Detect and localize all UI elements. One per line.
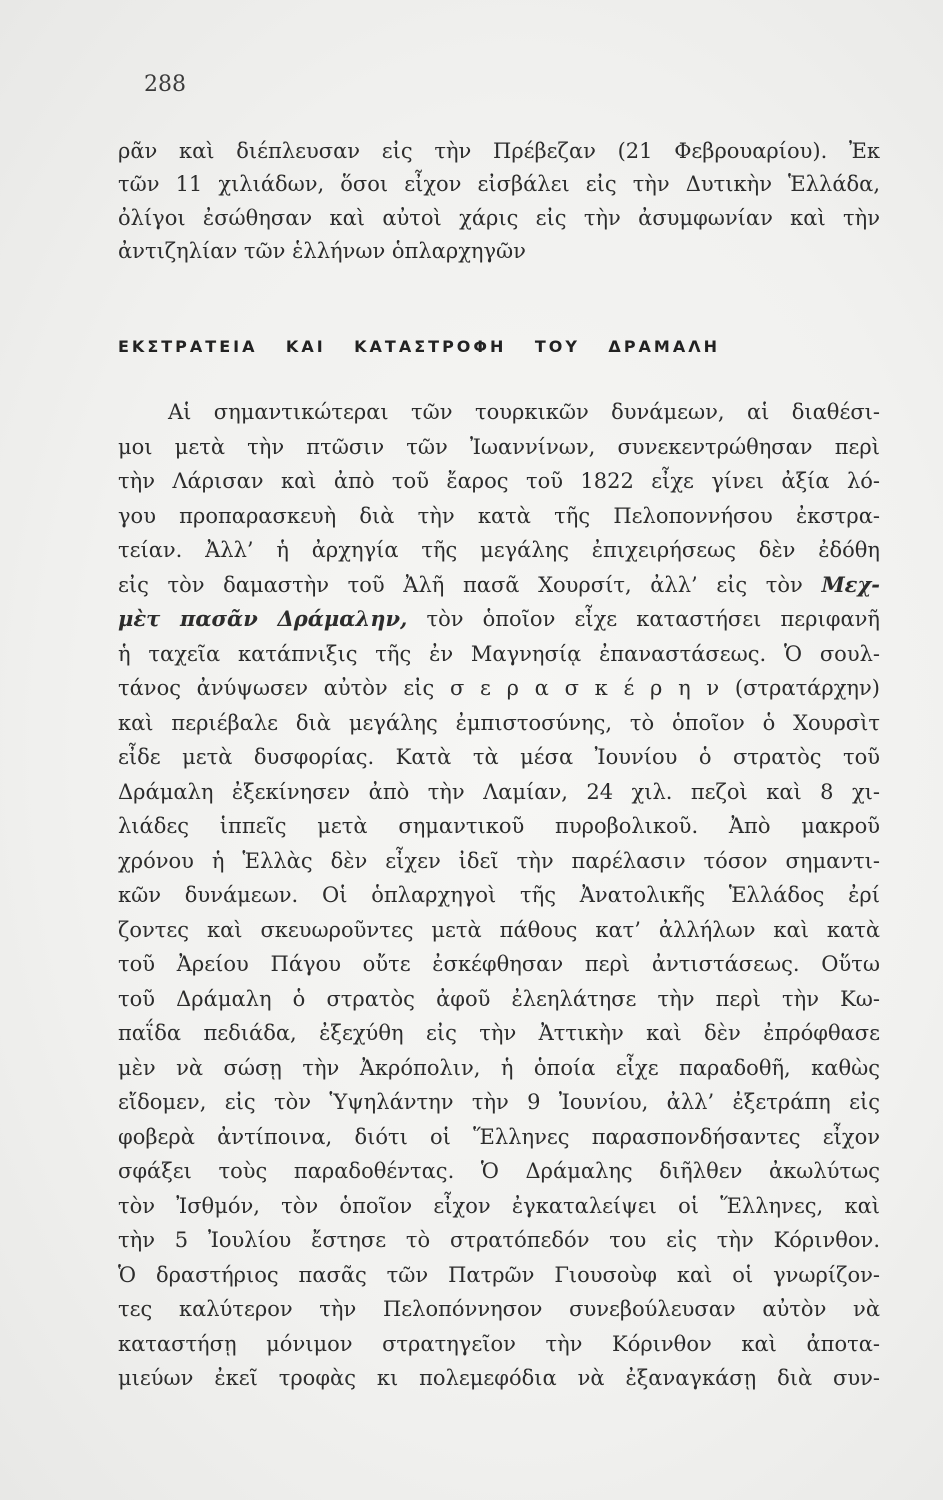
text-line: ἀντιζηλίαν τῶν ἑλλήνων ὁπλαρχηγῶν: [118, 239, 526, 264]
text-segment: τάνος ἀνύψωσεν αὐτὸν εἰς: [118, 676, 435, 700]
emphasized-name: Μεχ-: [821, 571, 880, 597]
text-line: καὶ περιέβαλε διὰ μεγάλης ἐμπιστοσύνης, τὸ ὁποῖον ὁ Χουρσὶτ: [118, 710, 880, 735]
text-line: ὀλίγοι ἐσώθησαν καὶ αὐτοὶ χάρις εἰς τὴν ἀσυμφωνίαν καὶ τὴν: [118, 205, 880, 230]
text-line: ζοντες καὶ σκευωροῦντες μετὰ πάθους κατ’ ἀλλήλων καὶ κατὰ: [118, 917, 880, 942]
text-line: τὴν 5 Ἰουλίου ἔστησε τὸ στρατόπεδόν του εἰς τὴν Κόρινθον.: [118, 1228, 880, 1252]
body-paragraph: [118, 395, 880, 1396]
text-line: κῶν δυνάμεων. Οἱ ὁπλαρχηγοὶ τῆς Ἀνατολικῆς Ἑλλάδος ἐρί: [118, 883, 880, 907]
text-line: χρόνου ἡ Ἑλλὰς δὲν εἶχεν ἰδεῖ τὴν παρέλασιν τόσον σημαντι-: [118, 848, 880, 873]
text-line: ρᾶν καὶ διέπλευσαν εἰς τὴν Πρέβεζαν (21 Φεβρουαρίου). Ἐκ: [118, 139, 880, 163]
text-segment: (στρατάρχην): [734, 676, 880, 700]
text-line: μοι μετὰ τὴν πτῶσιν τῶν Ἰωαννίνων, συνεκεντρώθησαν περὶ: [118, 434, 880, 459]
text-line: φοβερὰ ἀντίποινα, διότι οἱ Ἕλληνες παρασπονδήσαντες εἶχον: [118, 1124, 880, 1149]
text-line: εἶδε μετὰ δυσφορίας. Κατὰ τὰ μέσα Ἰουνίου ὁ στρατὸς τοῦ: [118, 745, 880, 769]
intro-paragraph: [118, 135, 880, 269]
text-line: καταστήσῃ μόνιμον στρατηγεῖον τὴν Κόρινθον καὶ ἀποτα-: [118, 1331, 880, 1356]
spaced-term: σ ε ρ α σ κ έ ρ η ν: [449, 676, 720, 700]
text-line: τείαν. Ἀλλ’ ἡ ἀρχηγία τῆς μεγάλης ἐπιχειρήσεως δὲν ἐδόθη: [118, 538, 880, 562]
emphasized-name: μὲτ πασᾶν Δράμαλην,: [118, 606, 408, 631]
text-line: εἴδομεν, εἰς τὸν Ὑψηλάντην τὴν 9 Ἰουνίου, ἀλλ’ ἐξετράπη εἰς: [118, 1090, 880, 1114]
text-line: Ὁ δραστήριος πασᾶς τῶν Πατρῶν Γιουσοὺφ καὶ οἱ γνωρίζον-: [118, 1262, 880, 1287]
text-line: [118, 602, 880, 637]
text-line: τῶν 11 χιλιάδων, ὅσοι εἶχον εἰσβάλει εἰς τὴν Δυτικὴν Ἑλλάδα,: [118, 172, 880, 197]
text-line: τὸν Ἰσθμόν, τὸν ὁποῖον εἶχον ἐγκαταλείψει οἱ Ἕλληνες, καὶ: [118, 1193, 880, 1218]
text-segment: εἰς τὸν δαμαστὴν τοῦ Ἀλῆ πασᾶ Χουρσίτ, ἀλλ’ εἰς τὸν: [118, 572, 803, 597]
text-line: Αἱ σημαντικώτεραι τῶν τουρκικῶν δυνάμεων, αἱ διαθέσι-: [168, 400, 880, 424]
text-line: τοῦ Ἀρείου Πάγου οὔτε ἐσκέφθησαν περὶ ἀντιστάσεως. Οὕτω: [118, 952, 880, 976]
text-segment: τὸν ὁποῖον εἶχε καταστήσει περιφανῆ: [426, 607, 880, 631]
text-line: Δράμαλη ἐξεκίνησεν ἀπὸ τὴν Λαμίαν, 24 χιλ. πεζοὶ καὶ 8 χι-: [118, 779, 880, 804]
text-line: τοῦ Δράμαλη ὁ στρατὸς ἀφοῦ ἐλεηλάτησε τὴν περὶ τὴν Κω-: [118, 986, 880, 1011]
text-line: τες καλύτερον τὴν Πελοπόννησον συνεβούλευσαν αὐτὸν νὰ: [118, 1297, 880, 1321]
text-line: λιάδες ἱππεῖς μετὰ σημαντικοῦ πυροβολικοῦ. Ἀπὸ μακροῦ: [118, 814, 880, 838]
text-line: σφάξει τοὺς παραδοθέντας. Ὁ Δράμαλης διῆλθεν ἀκωλύτως: [118, 1159, 880, 1183]
text-line: ἡ ταχεῖα κατάπνιξις τῆς ἐν Μαγνησίᾳ ἐπαναστάσεως. Ὁ σουλ-: [118, 641, 880, 666]
section-heading: ΕΚΣΤΡΑΤΕΙΑ ΚΑΙ ΚΑΤΑΣΤΡΟΦΗ ΤΟΥ ΔΡΑΜΑΛΗ: [118, 337, 720, 356]
text-line: τὴν Λάρισαν καὶ ἀπὸ τοῦ ἔαρος τοῦ 1822 εἶχε γίνει ἀξία λό-: [118, 469, 880, 493]
text-line: μιεύων ἐκεῖ τροφὰς κι πολεμεφόδια νὰ ἐξαναγκάσῃ διὰ συν-: [118, 1366, 880, 1390]
page-number: 288: [144, 72, 186, 97]
text-line: [118, 671, 880, 706]
text-line: γου προπαρασκευὴ διὰ τὴν κατὰ τῆς Πελοποννήσου ἐκστρα-: [118, 503, 880, 528]
text-line: μὲν νὰ σώσῃ τὴν Ἀκρόπολιν, ἡ ὁποία εἶχε παραδοθῆ, καθὼς: [118, 1055, 880, 1080]
text-line: παΐδα πεδιάδα, ἐξεχύθη εἰς τὴν Ἀττικὴν καὶ δὲν ἐπρόφθασε: [118, 1021, 880, 1045]
text-line: [118, 568, 880, 603]
